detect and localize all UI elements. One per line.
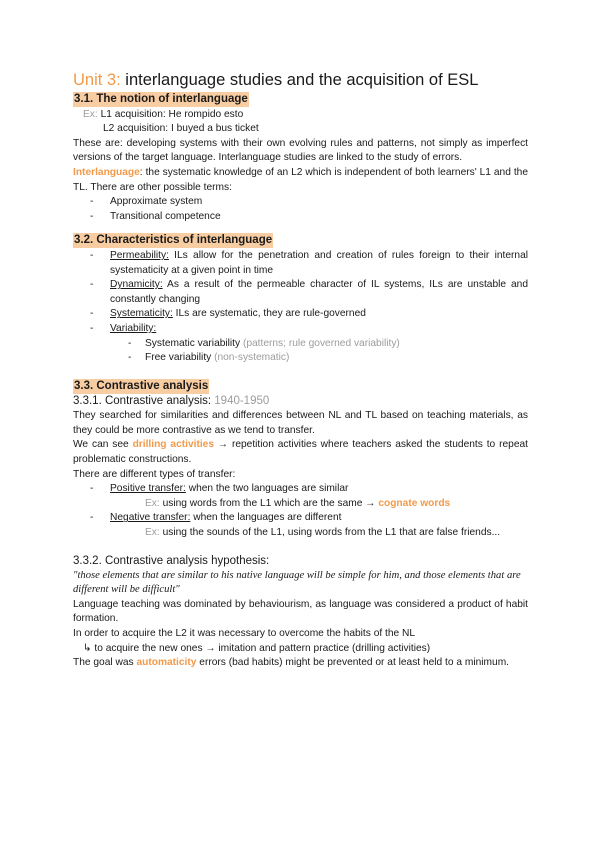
term-automaticity: automaticity <box>136 657 197 669</box>
example-text: using words from the L1 which are the same → <box>159 497 379 509</box>
item-text: when the two languages are similar <box>185 483 349 495</box>
section-heading-3-2: 3.2. Characteristics of interlanguage <box>74 234 273 247</box>
list-item: - Variability: <box>90 322 157 334</box>
return-arrow-icon: ↳ <box>83 642 92 654</box>
example-label: Ex: <box>145 497 160 509</box>
sub-list-item: - Systematic variability (patterns; rule governed variability) <box>128 337 400 349</box>
sub-item-note: (non-systematic) <box>214 352 290 364</box>
item-text: ILs allow for the penetration and creation of rules foreign to their internal systematicity at a given point in time <box>110 249 528 276</box>
paragraph: There are different types of transfer: <box>73 468 236 480</box>
subsection-heading-3-3-1 <box>73 394 528 409</box>
list-item-text: Transitional competence <box>110 210 221 222</box>
example-l1-text: L1 acquisition: He rompido esto <box>97 108 244 120</box>
text: We can see <box>73 439 133 451</box>
example-text: using the sounds of the L1, using words from the L1 that are false friends... <box>159 527 501 539</box>
list-item: - Positive transfer: when the two languages are similar <box>90 483 349 495</box>
term-drilling-activities: drilling activities <box>132 439 215 451</box>
list-item: - Permeability: ILs allow for the penetration and creation of rules foreign to their internal systematicity at a given point in time <box>90 249 528 276</box>
list-item: - Approximate system <box>90 196 203 208</box>
section-3-3 <box>73 379 528 671</box>
text: The goal was <box>73 657 137 669</box>
example-l1 <box>73 108 528 123</box>
unit-label: Unit 3: <box>73 71 121 89</box>
item-label: Negative transfer: <box>110 512 191 524</box>
text: → repetition activities where teachers asked the students to repeat problematic constructions. <box>73 439 528 466</box>
arrow-line <box>73 642 528 657</box>
document-page <box>73 70 528 671</box>
paragraph: Language teaching was dominated by behaviourism, as language was considered a product of habit formation. <box>73 598 528 625</box>
list-item: - Transitional competence <box>90 210 221 222</box>
section-heading-3-1: 3.1. The notion of interlanguage <box>74 93 248 105</box>
sub-item-note: (patterns; rule governed variability) <box>242 337 400 349</box>
subsection-years: 1940-1950 <box>211 395 270 408</box>
goal-paragraph <box>73 656 528 671</box>
sub-list-item: - Free variability (non-systematic) <box>128 352 290 364</box>
text: errors (bad habits) might be prevented or at least held to a minimum. <box>196 657 510 669</box>
drilling-paragraph <box>73 438 528 467</box>
example-l2: L2 acquisition: I buyed a bus ticket <box>103 123 259 135</box>
example-label: Ex: <box>83 108 98 120</box>
example-label: Ex: <box>145 527 160 539</box>
hypothesis-quote: "those elements that are similar to his native language will be simple for him, and those elements that are different will be difficult" <box>73 569 521 596</box>
list-item: - Systematicity: ILs are systematic, they are rule-governed <box>90 308 366 320</box>
paragraph: These are: developing systems with their own evolving rules and patterns, not simply as imperfect versions of the target language. Interlanguage studies are linked to the study of errors. <box>73 137 528 164</box>
paragraph: In order to acquire the L2 it was necessary to overcome the habits of the NL <box>73 628 416 639</box>
term-interlanguage: Interlanguage <box>73 166 140 178</box>
list-item-text: Approximate system <box>110 196 203 208</box>
example-negative <box>73 526 528 541</box>
sub-item-text: Systematic variability <box>145 337 243 349</box>
term-cognate-words: cognate words <box>378 497 451 509</box>
subsection-heading-3-3-2: 3.3.2. Contrastive analysis hypothesis: <box>73 554 270 567</box>
subsection-title: 3.3.1. Contrastive analysis: <box>73 395 212 408</box>
example-positive <box>73 497 528 512</box>
item-label: Permeability: <box>110 249 169 261</box>
list-item: - Dynamicity: As a result of the permeable character of IL systems, ILs are unstable and constantly changing <box>90 279 528 305</box>
paragraph: They searched for similarities and differences between NL and TL based on teaching materials, as they could be more contrastive as we tend to transfer. <box>73 410 528 436</box>
page-title <box>73 70 528 90</box>
item-label: Dynamicity: <box>110 279 163 291</box>
title-text: interlanguage studies and the acquisition of ESL <box>120 71 479 89</box>
section-3-1 <box>73 92 528 224</box>
item-label: Variability: <box>110 322 157 334</box>
arrow-line-text: to acquire the new ones → imitation and pattern practice (drilling activities) <box>91 642 431 654</box>
item-text: As a result of the permeable character of IL systems, ILs are unstable and constantly changing <box>110 279 528 305</box>
item-label: Systematicity: <box>110 308 173 320</box>
definition-text: : the systematic knowledge of an L2 which is independent of both learners' L1 and the TL. There are other possible terms: <box>73 166 528 193</box>
item-text: when the languages are different <box>190 512 342 524</box>
list-item: - Negative transfer: when the languages are different <box>90 512 342 524</box>
section-3-2 <box>73 233 528 365</box>
sub-item-text: Free variability <box>145 352 215 364</box>
interlanguage-definition <box>73 166 528 195</box>
item-text: ILs are systematic, they are rule-governed <box>172 308 366 320</box>
section-heading-3-3: 3.3. Contrastive analysis <box>74 379 209 392</box>
item-label: Positive transfer: <box>110 483 186 495</box>
